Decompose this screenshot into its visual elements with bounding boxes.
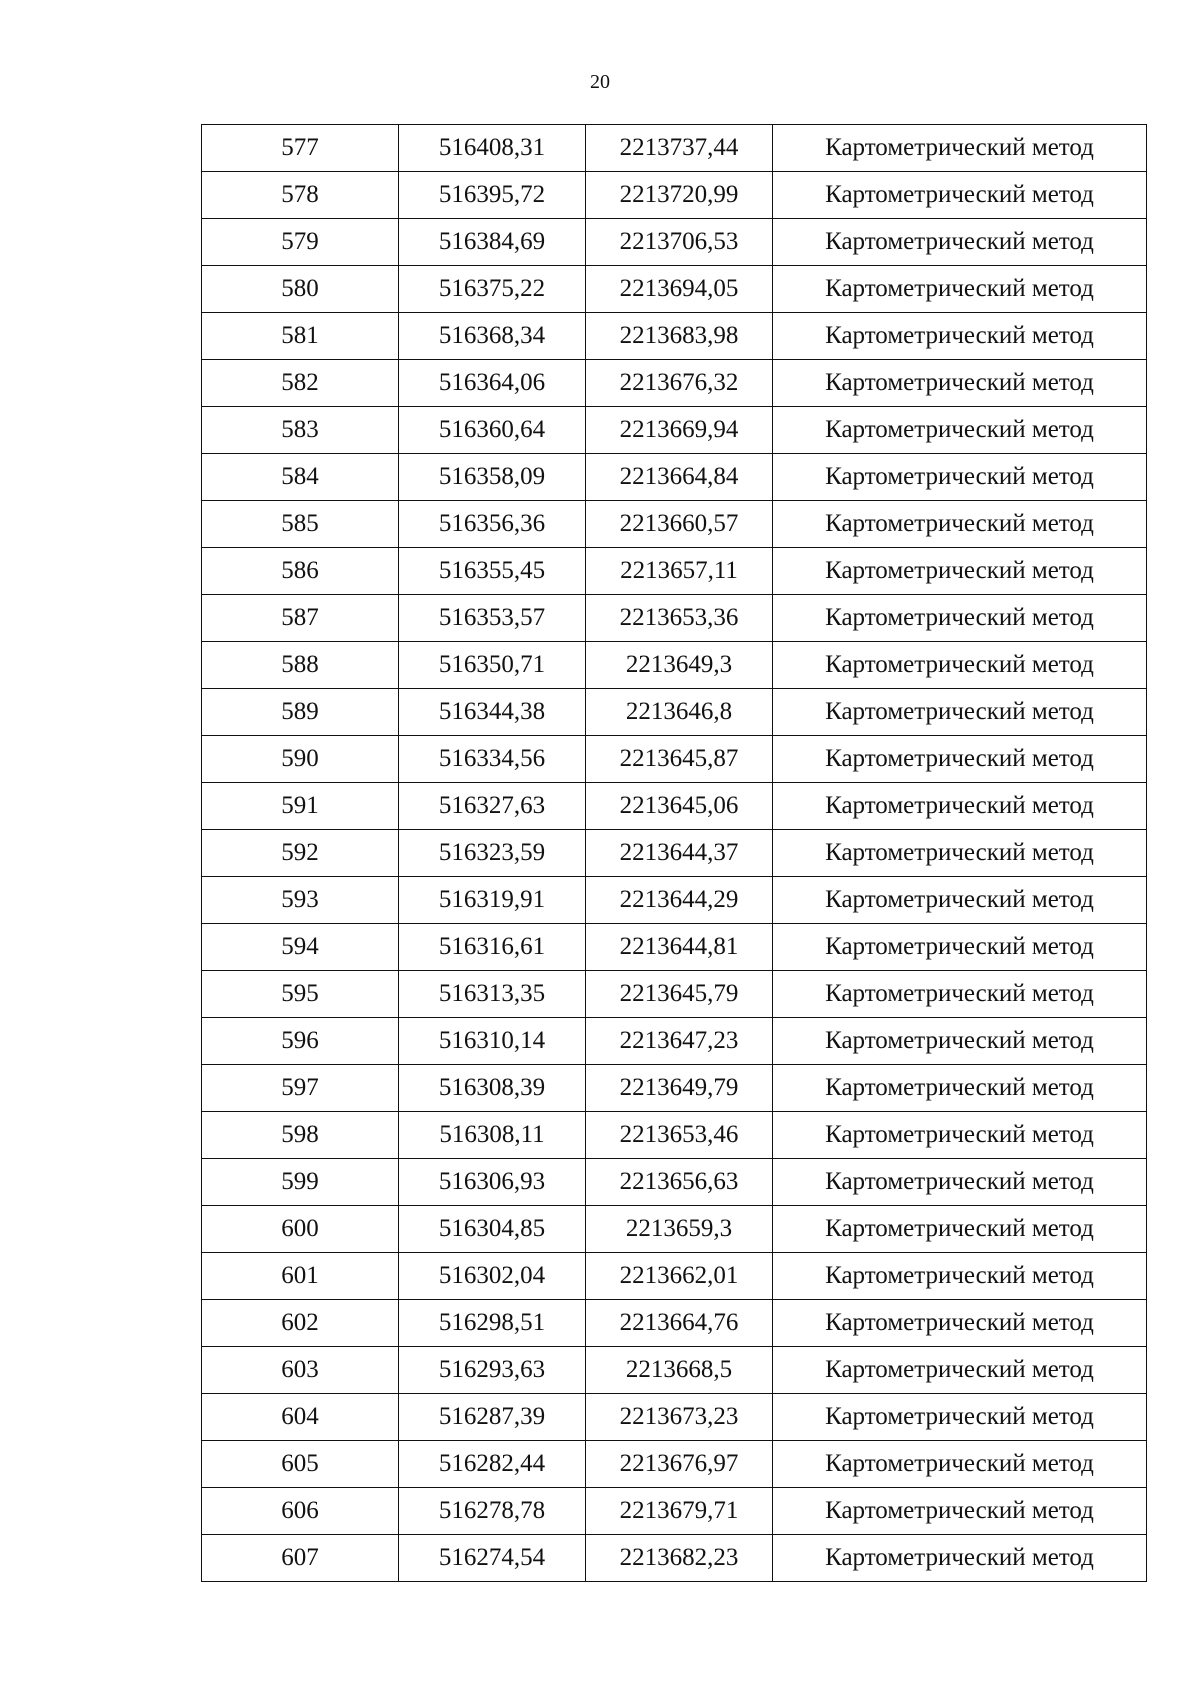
x-coordinate-cell: 516287,39 (399, 1394, 586, 1441)
x-coordinate-cell: 516308,39 (399, 1065, 586, 1112)
table-row (202, 407, 1147, 454)
point-number-cell: 591 (202, 783, 399, 830)
point-number-cell: 584 (202, 454, 399, 501)
table-row (202, 266, 1147, 313)
x-coordinate-cell: 516310,14 (399, 1018, 586, 1065)
y-coordinate-cell: 2213669,94 (586, 407, 773, 454)
point-number-cell: 595 (202, 971, 399, 1018)
method-cell: Картометрический метод (773, 125, 1147, 172)
x-coordinate-cell: 516313,35 (399, 971, 586, 1018)
point-number-cell: 601 (202, 1253, 399, 1300)
x-coordinate-cell: 516319,91 (399, 877, 586, 924)
point-number-cell: 592 (202, 830, 399, 877)
y-coordinate-cell: 2213676,97 (586, 1441, 773, 1488)
x-coordinate-cell: 516278,78 (399, 1488, 586, 1535)
method-cell: Картометрический метод (773, 1018, 1147, 1065)
point-number-cell: 589 (202, 689, 399, 736)
y-coordinate-cell: 2213649,3 (586, 642, 773, 689)
table-row (202, 501, 1147, 548)
table-row (202, 1018, 1147, 1065)
x-coordinate-cell: 516356,36 (399, 501, 586, 548)
method-cell: Картометрический метод (773, 924, 1147, 971)
y-coordinate-cell: 2213694,05 (586, 266, 773, 313)
point-number-cell: 600 (202, 1206, 399, 1253)
x-coordinate-cell: 516298,51 (399, 1300, 586, 1347)
method-cell: Картометрический метод (773, 830, 1147, 877)
table-row (202, 1300, 1147, 1347)
table-row (202, 689, 1147, 736)
y-coordinate-cell: 2213653,46 (586, 1112, 773, 1159)
x-coordinate-cell: 516306,93 (399, 1159, 586, 1206)
table-row (202, 830, 1147, 877)
table-row (202, 642, 1147, 689)
x-coordinate-cell: 516302,04 (399, 1253, 586, 1300)
point-number-cell: 582 (202, 360, 399, 407)
table-row (202, 219, 1147, 266)
method-cell: Картометрический метод (773, 407, 1147, 454)
method-cell: Картометрический метод (773, 689, 1147, 736)
x-coordinate-cell: 516304,85 (399, 1206, 586, 1253)
method-cell: Картометрический метод (773, 1112, 1147, 1159)
x-coordinate-cell: 516316,61 (399, 924, 586, 971)
point-number-cell: 602 (202, 1300, 399, 1347)
x-coordinate-cell: 516293,63 (399, 1347, 586, 1394)
point-number-cell: 581 (202, 313, 399, 360)
method-cell: Картометрический метод (773, 548, 1147, 595)
table-row (202, 1394, 1147, 1441)
x-coordinate-cell: 516408,31 (399, 125, 586, 172)
y-coordinate-cell: 2213659,3 (586, 1206, 773, 1253)
x-coordinate-cell: 516395,72 (399, 172, 586, 219)
x-coordinate-cell: 516353,57 (399, 595, 586, 642)
method-cell: Картометрический метод (773, 1300, 1147, 1347)
y-coordinate-cell: 2213683,98 (586, 313, 773, 360)
y-coordinate-cell: 2213679,71 (586, 1488, 773, 1535)
y-coordinate-cell: 2213645,79 (586, 971, 773, 1018)
x-coordinate-cell: 516368,34 (399, 313, 586, 360)
method-cell: Картометрический метод (773, 1347, 1147, 1394)
y-coordinate-cell: 2213673,23 (586, 1394, 773, 1441)
method-cell: Картометрический метод (773, 1206, 1147, 1253)
point-number-cell: 579 (202, 219, 399, 266)
table-row (202, 1253, 1147, 1300)
method-cell: Картометрический метод (773, 1488, 1147, 1535)
y-coordinate-cell: 2213657,11 (586, 548, 773, 595)
table-row (202, 736, 1147, 783)
method-cell: Картометрический метод (773, 1253, 1147, 1300)
table-row (202, 1112, 1147, 1159)
method-cell: Картометрический метод (773, 360, 1147, 407)
point-number-cell: 606 (202, 1488, 399, 1535)
y-coordinate-cell: 2213662,01 (586, 1253, 773, 1300)
point-number-cell: 599 (202, 1159, 399, 1206)
y-coordinate-cell: 2213668,5 (586, 1347, 773, 1394)
x-coordinate-cell: 516375,22 (399, 266, 586, 313)
point-number-cell: 603 (202, 1347, 399, 1394)
table-row (202, 313, 1147, 360)
point-number-cell: 583 (202, 407, 399, 454)
table-row (202, 172, 1147, 219)
table-row (202, 1159, 1147, 1206)
method-cell: Картометрический метод (773, 1159, 1147, 1206)
x-coordinate-cell: 516360,64 (399, 407, 586, 454)
table-row (202, 877, 1147, 924)
table-row (202, 360, 1147, 407)
y-coordinate-cell: 2213656,63 (586, 1159, 773, 1206)
coordinates-table (201, 124, 1147, 1582)
x-coordinate-cell: 516355,45 (399, 548, 586, 595)
point-number-cell: 586 (202, 548, 399, 595)
point-number-cell: 590 (202, 736, 399, 783)
y-coordinate-cell: 2213720,99 (586, 172, 773, 219)
y-coordinate-cell: 2213649,79 (586, 1065, 773, 1112)
method-cell: Картометрический метод (773, 1394, 1147, 1441)
x-coordinate-cell: 516308,11 (399, 1112, 586, 1159)
x-coordinate-cell: 516327,63 (399, 783, 586, 830)
point-number-cell: 607 (202, 1535, 399, 1582)
method-cell: Картометрический метод (773, 266, 1147, 313)
x-coordinate-cell: 516344,38 (399, 689, 586, 736)
y-coordinate-cell: 2213645,87 (586, 736, 773, 783)
method-cell: Картометрический метод (773, 501, 1147, 548)
method-cell: Картометрический метод (773, 172, 1147, 219)
y-coordinate-cell: 2213664,84 (586, 454, 773, 501)
method-cell: Картометрический метод (773, 1065, 1147, 1112)
x-coordinate-cell: 516282,44 (399, 1441, 586, 1488)
y-coordinate-cell: 2213737,44 (586, 125, 773, 172)
coordinates-table-body (202, 125, 1147, 1582)
method-cell: Картометрический метод (773, 877, 1147, 924)
point-number-cell: 578 (202, 172, 399, 219)
y-coordinate-cell: 2213644,29 (586, 877, 773, 924)
table-row (202, 595, 1147, 642)
method-cell: Картометрический метод (773, 1535, 1147, 1582)
y-coordinate-cell: 2213645,06 (586, 783, 773, 830)
point-number-cell: 585 (202, 501, 399, 548)
method-cell: Картометрический метод (773, 219, 1147, 266)
x-coordinate-cell: 516384,69 (399, 219, 586, 266)
y-coordinate-cell: 2213682,23 (586, 1535, 773, 1582)
y-coordinate-cell: 2213660,57 (586, 501, 773, 548)
point-number-cell: 577 (202, 125, 399, 172)
page-number: 20 (590, 71, 610, 93)
point-number-cell: 593 (202, 877, 399, 924)
point-number-cell: 596 (202, 1018, 399, 1065)
x-coordinate-cell: 516323,59 (399, 830, 586, 877)
point-number-cell: 587 (202, 595, 399, 642)
point-number-cell: 598 (202, 1112, 399, 1159)
method-cell: Картометрический метод (773, 736, 1147, 783)
y-coordinate-cell: 2213644,37 (586, 830, 773, 877)
x-coordinate-cell: 516334,56 (399, 736, 586, 783)
point-number-cell: 594 (202, 924, 399, 971)
method-cell: Картометрический метод (773, 971, 1147, 1018)
method-cell: Картометрический метод (773, 595, 1147, 642)
table-row (202, 548, 1147, 595)
table-row (202, 1065, 1147, 1112)
x-coordinate-cell: 516358,09 (399, 454, 586, 501)
method-cell: Картометрический метод (773, 454, 1147, 501)
y-coordinate-cell: 2213653,36 (586, 595, 773, 642)
y-coordinate-cell: 2213664,76 (586, 1300, 773, 1347)
y-coordinate-cell: 2213644,81 (586, 924, 773, 971)
x-coordinate-cell: 516350,71 (399, 642, 586, 689)
x-coordinate-cell: 516364,06 (399, 360, 586, 407)
method-cell: Картометрический метод (773, 642, 1147, 689)
x-coordinate-cell: 516274,54 (399, 1535, 586, 1582)
method-cell: Картометрический метод (773, 783, 1147, 830)
table-row (202, 971, 1147, 1018)
table-row (202, 1488, 1147, 1535)
table-row (202, 125, 1147, 172)
table-row (202, 1206, 1147, 1253)
point-number-cell: 605 (202, 1441, 399, 1488)
point-number-cell: 604 (202, 1394, 399, 1441)
table-row (202, 783, 1147, 830)
table-row (202, 924, 1147, 971)
y-coordinate-cell: 2213676,32 (586, 360, 773, 407)
table-row (202, 454, 1147, 501)
table-row (202, 1347, 1147, 1394)
point-number-cell: 597 (202, 1065, 399, 1112)
point-number-cell: 588 (202, 642, 399, 689)
y-coordinate-cell: 2213646,8 (586, 689, 773, 736)
y-coordinate-cell: 2213647,23 (586, 1018, 773, 1065)
method-cell: Картометрический метод (773, 1441, 1147, 1488)
table-row (202, 1535, 1147, 1582)
point-number-cell: 580 (202, 266, 399, 313)
method-cell: Картометрический метод (773, 313, 1147, 360)
y-coordinate-cell: 2213706,53 (586, 219, 773, 266)
table-row (202, 1441, 1147, 1488)
